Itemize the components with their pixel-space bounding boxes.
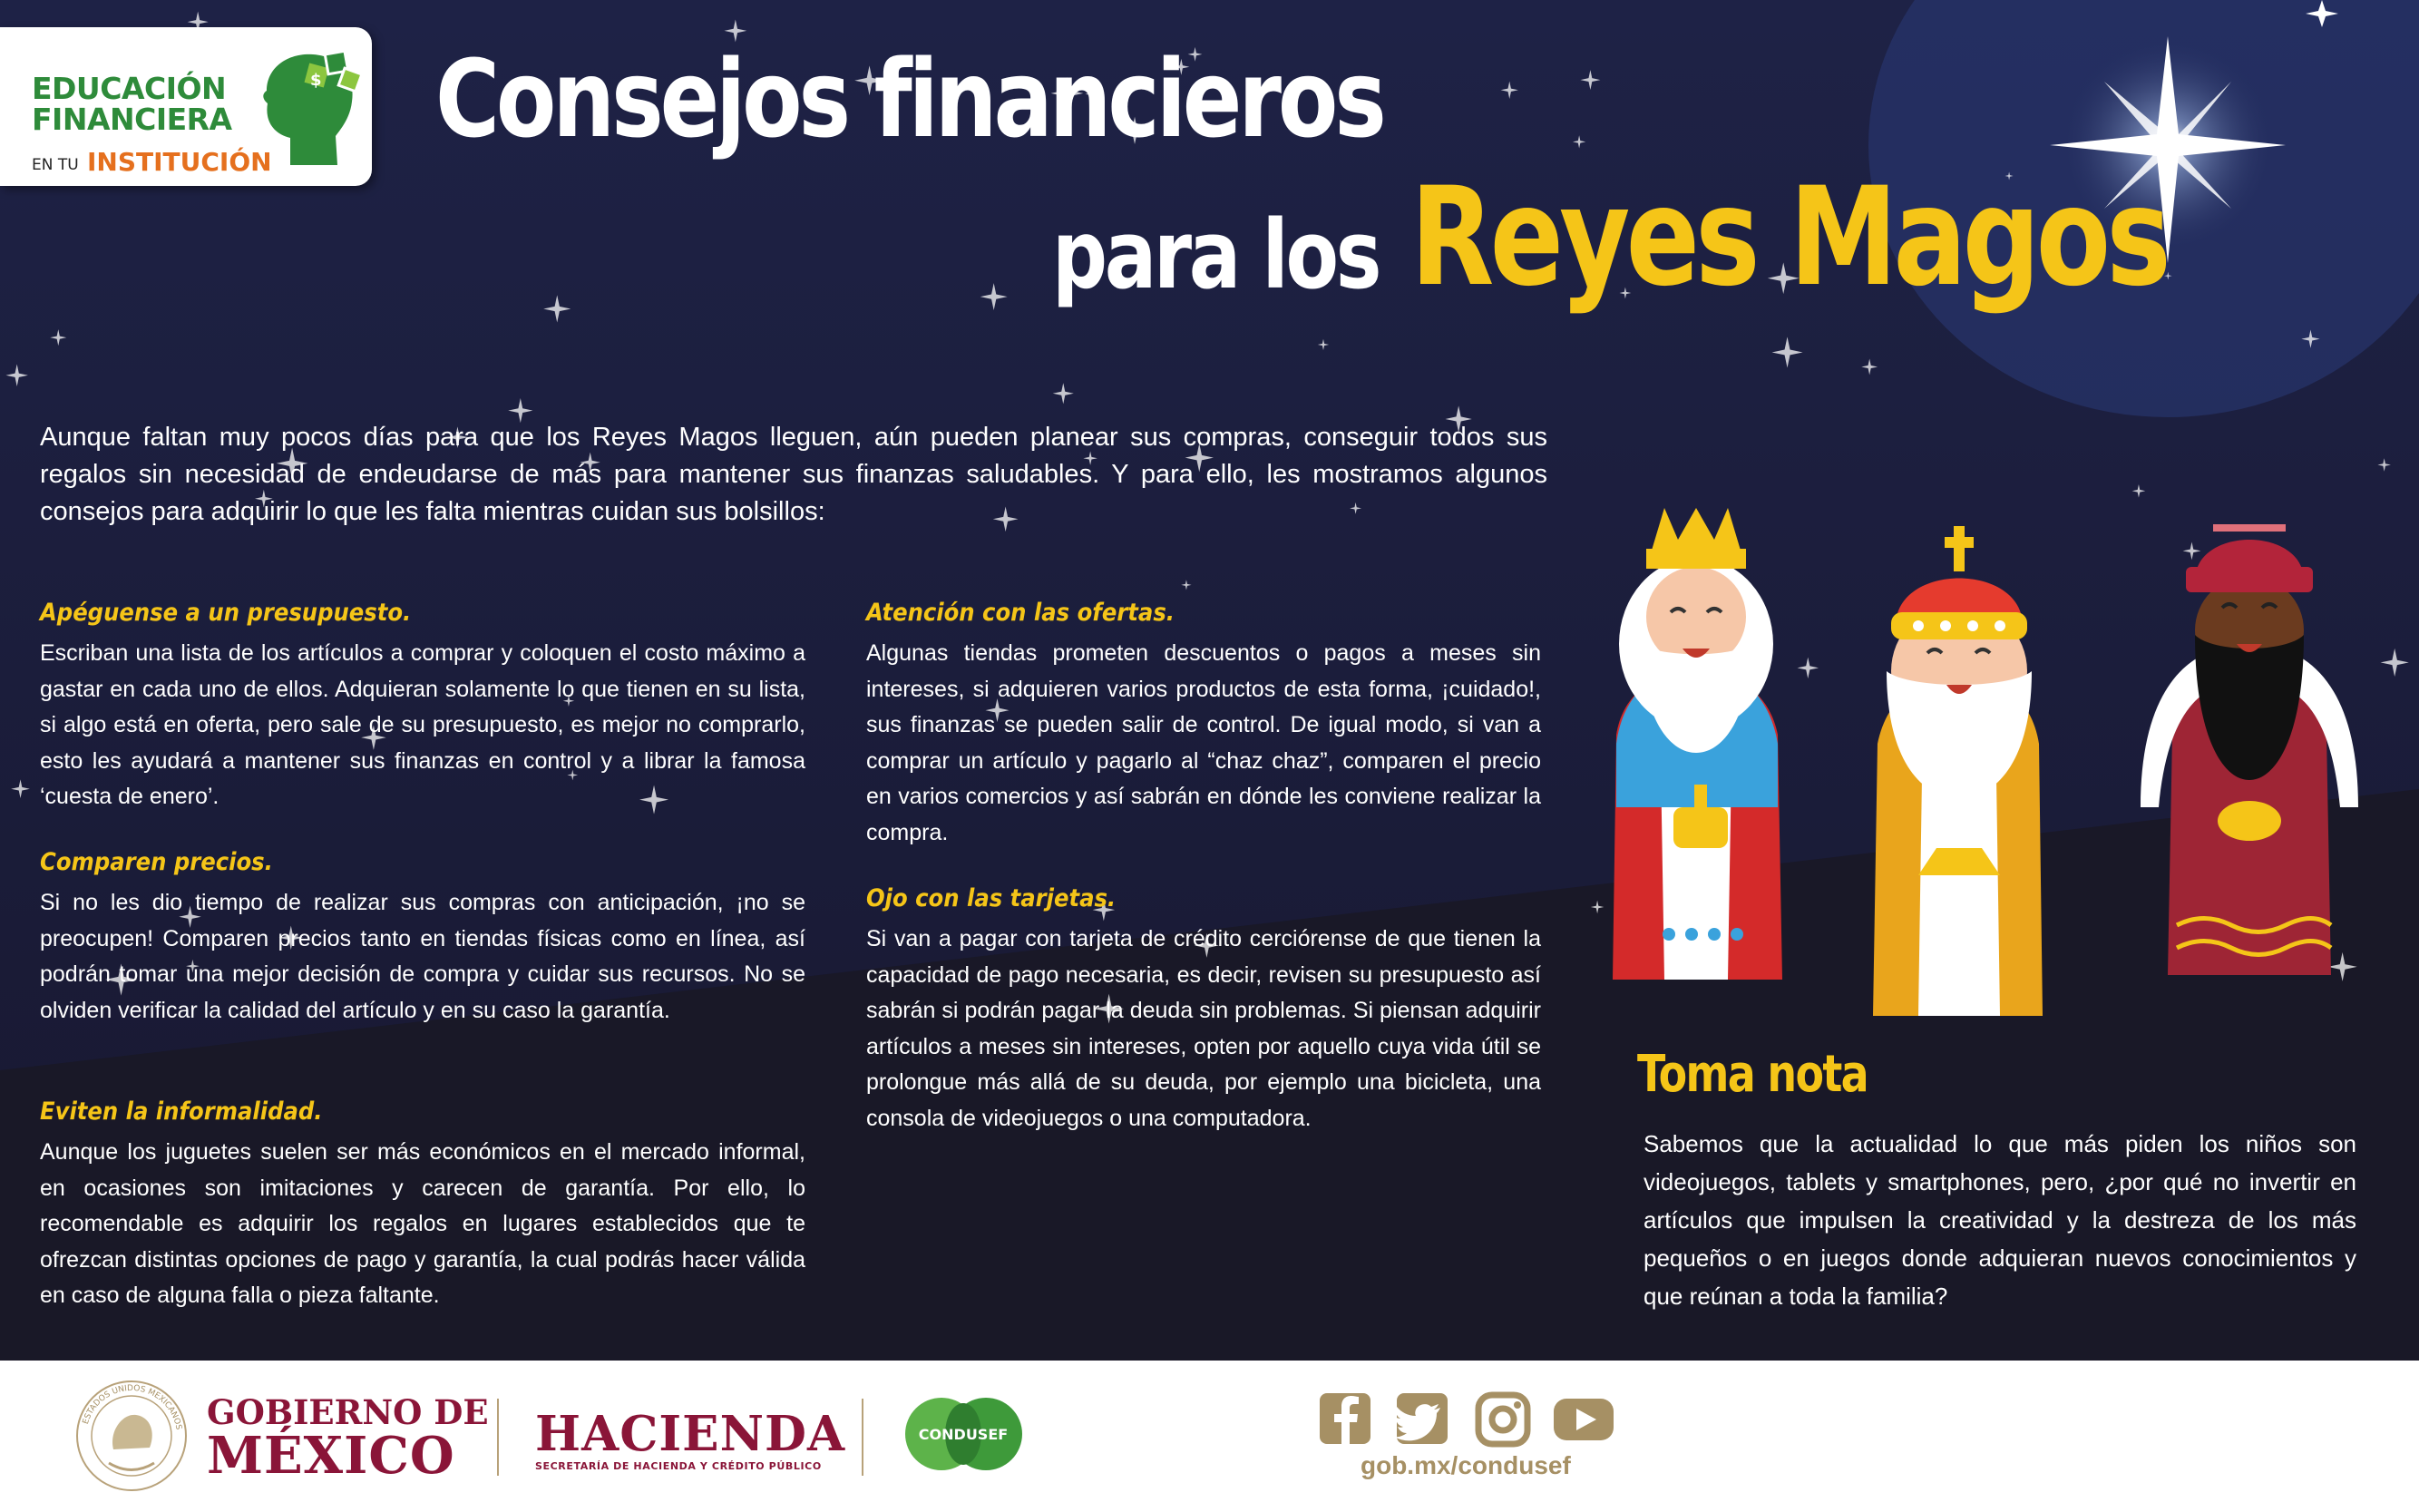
- tip-body-informal: Aunque los juguetes suelen ser más económicos en el mercado informal, en ocasiones son imitaciones y carecen de garantía. Por ello, lo recomendable es adquirir los regalos en lugares establecidos que te ofrezcan distintas opciones de pago y garantía, la cual podrás hacer válida en caso de alguna falla o pieza faltante.: [40, 1139, 805, 1308]
- king-melchor: [1613, 508, 1782, 980]
- tip-heading-compare: Comparen precios.: [40, 848, 273, 876]
- website-link[interactable]: gob.mx/condusef: [1361, 1451, 1571, 1479]
- puzzle-head-icon: [254, 47, 367, 174]
- gobierno-line-1: GOBIERNO DE: [207, 1392, 489, 1432]
- national-seal-icon: [73, 1377, 190, 1495]
- logo-line-3: EN TU: [32, 156, 79, 174]
- tip-body-budget: Escriban una lista de los artículos a comprar y coloquen el costo máximo a gastar en cada uno de ellos. Adquieran solamente lo que tienen en su lista, si algo está en oferta, pero sale de su presupuesto, es mejor no comprarlo, esto les ayudará a mantener sus finanzas en control y a librar la famosa ‘cuesta de enero’.: [40, 640, 805, 809]
- svg-text:$: $: [310, 71, 322, 90]
- hacienda-subtitle: SECRETARÍA DE HACIENDA Y CRÉDITO PÚBLICO: [535, 1460, 822, 1472]
- intro-paragraph: Aunque faltan muy pocos días para que los Reyes Magos lleguen, aún pueden planear sus compras, conseguir todos sus regalos sin necesidad de endeudarse de más para mantener sus finanzas saludables. Y para ello, les mostramos algunos consejos para adquirir lo que les falta mientras cuidan sus bolsillos:: [40, 423, 1547, 526]
- divider: [862, 1399, 863, 1476]
- note-heading: Toma nota: [1637, 1045, 1868, 1104]
- tip-body-cards: Si van a pagar con tarjeta de crédito cerciórense de que tienen la capacidad de pago necesaria, es decir, revisen su presupuesto así sabrán si podrán pagar la deuda sin problemas. Si piensan adquirir artículos a meses sin intereses, opten por aquello cuya vida útil se prolongue más allá de su deuda, por ejemplo una bicicleta, una consola de videojuegos o una computadora.: [866, 926, 1541, 1131]
- king-baltasar: [2141, 524, 2358, 975]
- tip-heading-offers: Atención con las ofertas.: [866, 599, 1175, 627]
- twitter-icon[interactable]: [1394, 1393, 1448, 1444]
- title-line-1: Consejos financieros: [435, 36, 1383, 161]
- youtube-icon[interactable]: [1554, 1399, 1614, 1440]
- king-gaspar: [1873, 526, 2043, 1016]
- logo-line-4: INSTITUCIÓN: [87, 147, 272, 177]
- tip-body-compare: Si no les dio tiempo de realizar sus compras con anticipación, ¡no se preocupen! Comparen precios tanto en tiendas físicas como en línea, así podrán tomar una mejor decisión de compra y cuidar sus recursos. No se olviden verificar la calidad del artículo y en su caso la garantía.: [40, 890, 805, 1023]
- three-kings-illustration: [1596, 508, 2376, 1016]
- hacienda-title: HACIENDA: [535, 1406, 846, 1462]
- instagram-icon[interactable]: [1478, 1395, 1527, 1444]
- logo-line-2: FINANCIERA: [32, 102, 232, 137]
- tip-heading-informal: Eviten la informalidad.: [40, 1097, 323, 1126]
- tip-body-offers: Algunas tiendas prometen descuentos o pagos a meses sin intereses, si adquieren varios productos de esta forma, ¡cuidado!, sus finanzas se pueden salir de control. De igual modo, si van a comprar un artículo y pagarlo al “chaz chaz”, comparen el precio en varios comercios y así sabrán en dónde les conviene realizar la compra.: [866, 640, 1541, 845]
- condusef-logo: [898, 1395, 1029, 1473]
- educacion-financiera-logo: [0, 27, 372, 186]
- tip-heading-cards: Ojo con las tarjetas.: [866, 884, 1117, 912]
- condusef-label: CONDUSEF: [918, 1426, 1009, 1443]
- seal-text: ESTADOS UNIDOS MEXICANOS: [81, 1383, 183, 1431]
- title-line-2: para los: [1052, 200, 1380, 310]
- divider: [497, 1399, 499, 1476]
- logo-line-1: EDUCACIÓN: [32, 71, 227, 106]
- title-highlight: Reyes Magos: [1410, 159, 2167, 317]
- facebook-icon[interactable]: [1320, 1393, 1370, 1444]
- social-icons: [1320, 1388, 1614, 1448]
- note-body: Sabemos que la actualidad lo que más piden los niños son videojuegos, tablets y smartphones, pero, ¿por qué no invertir en artículos que impulsen la creatividad y la destreza de los más pequeños o en juegos donde adquieran nuevos conocimientos y que reúnan a toda la familia?: [1644, 1130, 2356, 1310]
- footer: [0, 1361, 2419, 1512]
- tip-heading-budget: Apéguense a un presupuesto.: [40, 599, 412, 627]
- gobierno-line-2: MÉXICO: [207, 1426, 455, 1486]
